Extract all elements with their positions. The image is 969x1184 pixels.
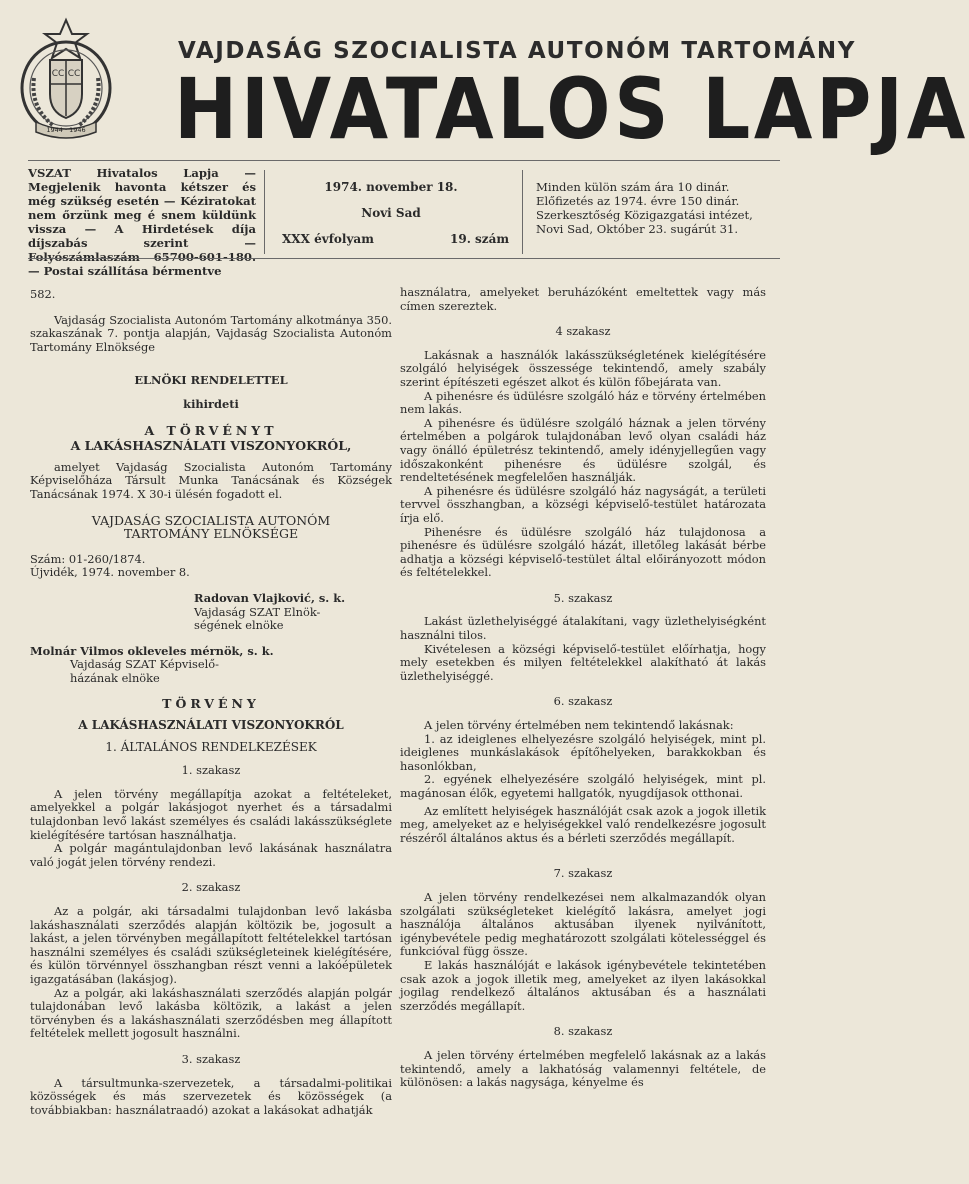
law-subject: A LAKÁSHASZNÁLATI VISZONYOKRÓL, [70,438,352,454]
section-7-heading: 7. szakasz [553,866,613,881]
section-1-paragraph-1: A jelen törvény megállapítja azokat a feltételeket, amelyekkel a polgár lakásjogot nyerhet és a társadalmi tulajdonban levő lakást személyes és családi lakásszükséglete kielégítésére tartósan használhatja. [30,786,392,842]
info-divider-left [264,170,265,254]
reference-number: Szám: 01-260/1874. [30,551,146,566]
law-word: A TÖRVÉNYT [144,422,278,438]
section-4-paragraph-1: Lakásnak a használók lakásszükségletének kielégítésére szolgáló helyiségek összessége tekintendő, amely szabály szerint építészeti egészet alkot és külön főbejárata van. [400,347,766,389]
section-4-heading: 4 szakasz [555,324,611,339]
section-8-heading: 8. szakasz [553,1024,613,1039]
issue-date: 1974. november 18. [324,180,458,194]
signature-2-title-1: Vajdaság SZAT Képviselő- [70,657,219,672]
bottom-rule [28,258,780,259]
publication-info: VSZAT Hivatalos Lapja — Megjelenik havonta kétszer és még szükség esetén — Kéziratokat nem őrzünk meg é snem küldünk vissza — A Hirdetések díja díjszabás szerint — Folyószámlaszám 65700-601-180. — Postai szállítása bérmentve [28,166,256,278]
issue-place: Novi Sad [361,206,421,220]
svg-text:СС: СС [67,69,81,79]
svg-text:СС: СС [51,69,65,79]
masthead-subtitle: VAJDASÁG SZOCIALISTA AUTONÓM TARTOMÁNY [178,38,856,64]
presidency-line-1: VAJDASÁG SZOCIALISTA AUTONÓM [91,512,331,528]
section-5-paragraph-2: Kivételesen a községi képviselő-testület előírhatja, hogy mely esetekben és milyen feltételekkel alakítható át lakás üzlethelyiséggé. [400,641,766,683]
signature-2-name: Molnár Vilmos okleveles mérnök, s. k. [30,643,274,658]
section-3-heading: 3. szakasz [181,1051,241,1066]
coat-of-arms-emblem [16,18,116,144]
masthead-title: HIVATALOS LAPJA [174,60,969,158]
law-title: TÖRVÉNY [162,696,260,712]
section-4-paragraph-2: A pihenésre és üdülésre szolgáló ház e törvény értelmében nem lakás. [400,388,766,417]
section-1-heading: 1. szakasz [181,763,241,778]
section-7-paragraph-2: E lakás használóját e lakások igénybevétele tekintetében csak azok a jogok illetik meg, amelyeket az ilyen lakásokkal jogilag rendelkező általános aktusában és a használati szerződés megállapít. [400,957,766,1013]
signature-1-title-1: Vajdaság SZAT Elnök- [194,604,321,619]
info-divider-right [522,170,523,254]
section-3-paragraph-1: A társultmunka-szervezetek, a társadalmi-politikai közösségek és más szervezetek és közösségek (a továbbiakban: használatraadó) azokat a lakásokat adhatják [30,1075,392,1117]
editorial-address: Szerkesztőség Közigazgatási intézet, Novi Sad, Október 23. sugárút 31. [536,208,753,236]
top-rule [28,160,780,161]
chapter-heading: 1. ÁLTALÁNOS RENDELKEZÉSEK [105,739,317,754]
price-line: Minden külön szám ára 10 dinár. [536,180,730,194]
section-4-paragraph-5: Pihenésre és üdülésre szolgáló ház tulajdonosa a pihenésre és üdülésre szolgáló házát, illetőleg lakását bérbe adhatja a községi képviselő-testület által előirányozott módon és feltételekkel. [400,524,766,580]
issue-volume: XXX évfolyam [282,232,374,246]
section-2-paragraph-2: Az a polgár, aki lakáshasználati szerződés alapján polgár tulajdonában levő lakásba költözik, a lakást a jelen törvényben és a lakáshasználati szerződésben meg állapított feltételek mellett jogosult használni. [30,985,392,1041]
announces-word: kihirdeti [183,396,239,411]
decree-heading: ELNÖKI RENDELETTEL [134,373,288,388]
section-8-paragraph-1: A jelen törvény értelmében megfelelő lakásnak az a lakás tekintendő, amely a lakhatóság valamennyi feltétele, de különösen: a lakás nagysága, kényelme és [400,1047,766,1090]
section-6-item-2: 2. egyének elhelyezésére szolgáló helyiségek, mint pl. magánosan élők, egyetemi hallgatók, nyugdíjasok otthonai. [400,772,766,800]
section-5-paragraph-1: Lakást üzlethelyiséggé átalakítani, vagy üzlethelyiségként használni tilos. [400,614,766,643]
signature-1-name: Radovan Vlajković, s. k. [194,590,346,605]
reference-date: Újvidék, 1974. november 8. [30,565,190,580]
issue-number: 19. szám [450,232,510,246]
section-6-paragraph-2: Az említett helyiségek használóját csak azok a jogok illetik meg, amelyeket az e helyiségekkel való rendelkezésre jogosult részéről általános aktus és a bérleti szerződés megállapít. [400,803,766,845]
section-4-paragraph-4: A pihenésre és üdülésre szolgáló ház nagyságát, a területi tervvel összhangban, a községi képviselő-testület határozata írja elő. [400,483,766,525]
section-6-paragraph-1: A jelen törvény értelmében nem tekintendő lakásnak: [424,718,734,733]
section-2-heading: 2. szakasz [181,880,241,895]
section-4-paragraph-3: A pihenésre és üdülésre szolgáló háznak a jelen törvény értelmében a polgárok tulajdonában levő olyan családi ház vagy önálló épületrész tekintendő, amely idényjellegűen vagy időszakonként pihenésre és üdülésre szolgál, és rendeltetésének megfelelően használják. [400,415,766,485]
section-6-heading: 6. szakasz [553,694,613,709]
emblem-ribbon-text: 1944 · 1946 [46,126,86,134]
continued-text: használatra, amelyeket beruházóként emeltettek vagy más címen szereztek. [400,285,766,313]
section-2-paragraph-1: Az a polgár, aki társadalmi tulajdonban levő lakásba lakáshasználati szerződés alapján költözik be, jogosult a lakást, a jelen törvényben megállapított feltételekkel tartósan használni személyes és családi szükségleteinek kielégítésére, és külön törvénnyel összhangban részt venni a lakóépületek igazgatásában (lakásjog). [30,904,392,986]
signature-1-title-2: ségének elnöke [194,618,284,633]
law-subtitle: A LAKÁSHASZNÁLATI VISZONYOKRÓL [78,718,344,733]
section-5-heading: 5. szakasz [553,590,613,605]
right-column [400,262,766,1090]
left-column [30,262,392,1117]
adopted-paragraph: amelyet Vajdaság Szocialista Autonóm Tartomány Képviselőháza Társult Munka Tanácsának és Községek Tanácsának 1974. X 30-i ülésén fogadott el. [30,459,392,501]
presidency-line-2: TARTOMÁNY ELNÖKSÉGE [123,526,299,542]
section-6-item-1: 1. az ideiglenes elhelyezésre szolgáló helyiségek, mint pl. ideiglenes munkáslakások építőhelyeken, barakkokban és hasonlókban, [400,731,766,773]
subscription-info [536,180,781,236]
subscription-line: Előfizetés az 1974. évre 150 dinár. [536,194,740,208]
signature-2-title-2: házának elnöke [70,670,160,685]
section-7-paragraph-1: A jelen törvény rendelkezései nem alkalmazandók olyan szolgálati szükségleteket kielégítő lakásra, amelyet jogi használója általános aktusában ilyenek nyilvánított, igénybevétele pedig meghatározott szolgálati kötelességgel és funkcióval függ össze. [400,889,766,959]
decree-number: 582. [30,287,56,301]
intro-paragraph: Vajdaság Szocialista Autonóm Tartomány alkotmánya 350. szakaszának 7. pontja alapján, Vajdaság Szocialista Autonóm Tartomány Elnöksége [30,312,392,354]
section-1-paragraph-2: A polgár magántulajdonban levő lakásának használatra való jogát jelen törvény rendezi. [30,841,392,869]
